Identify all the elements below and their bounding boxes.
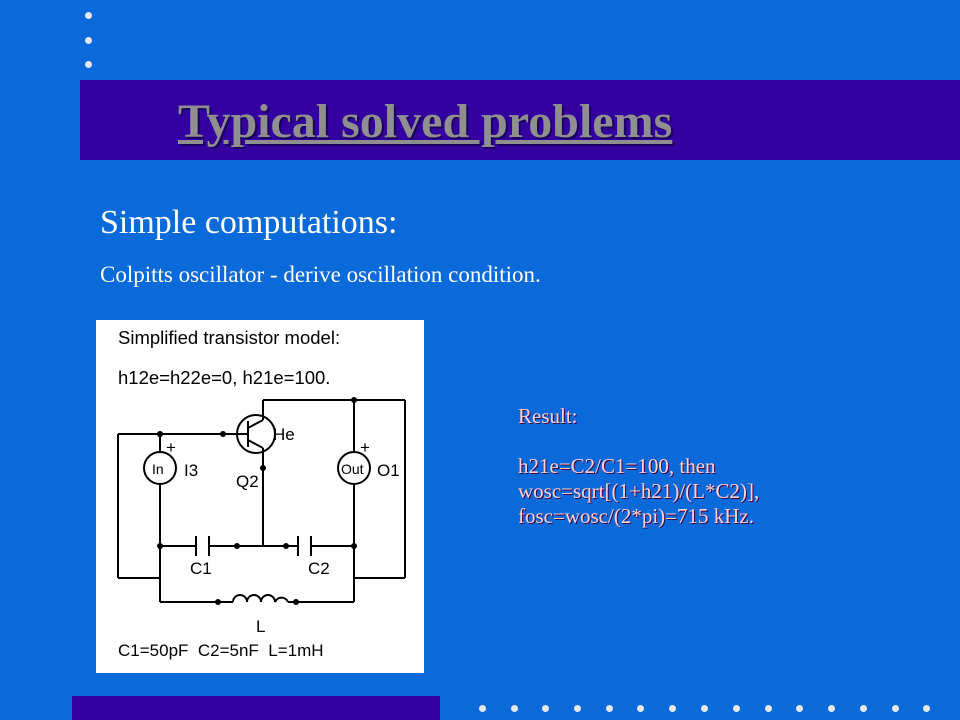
decorative-dot <box>923 705 930 712</box>
capacitor-c1-symbol <box>196 536 209 556</box>
decorative-dot <box>765 705 772 712</box>
circuit-wires <box>118 400 405 602</box>
decorative-dot <box>860 705 867 712</box>
decorative-dot <box>733 705 740 712</box>
decorative-dot <box>542 705 549 712</box>
slide-subtitle: Simple computations: <box>100 204 398 241</box>
result-line: wosc=sqrt[(1+h21)/(L*C2)], <box>518 479 760 503</box>
decorative-dot <box>85 37 92 44</box>
circuit-params: h12e=h22e=0, h21e=100. <box>118 367 331 388</box>
output-plus-sign: + <box>360 438 370 457</box>
decorative-dot <box>828 705 835 712</box>
inductor-symbol <box>233 595 288 602</box>
result-line: fosc=wosc/(2*pi)=715 kHz. <box>518 504 754 528</box>
bottom-band <box>72 696 440 720</box>
decorative-dot <box>796 705 803 712</box>
decorative-dot <box>701 705 708 712</box>
inductor-label: L <box>256 617 266 636</box>
colpitts-schematic <box>96 320 424 673</box>
decorative-dot <box>637 705 644 712</box>
result-line: h21e=C2/C1=100, then <box>518 454 716 478</box>
capacitor-c2-symbol <box>298 536 311 556</box>
decorative-dot <box>511 705 518 712</box>
output-source-label: Out <box>341 461 364 477</box>
decorative-dot <box>85 61 92 68</box>
decorative-dot <box>479 705 486 712</box>
q2-label: Q2 <box>236 472 259 491</box>
c1-label: C1 <box>190 559 212 578</box>
component-values: C1=50pF C2=5nF L=1mH <box>118 641 324 660</box>
decorative-dot <box>574 705 581 712</box>
circuit-heading: Simplified transistor model: <box>118 327 341 348</box>
o1-label: O1 <box>377 461 400 480</box>
result-heading: Result: <box>518 404 578 428</box>
circuit-diagram <box>96 320 424 673</box>
he-label: He <box>273 425 295 444</box>
slide-title: Typical solved problems <box>178 95 673 148</box>
decorative-dot <box>669 705 676 712</box>
input-source-label: In <box>152 461 164 477</box>
decorative-dot <box>892 705 899 712</box>
result-block <box>518 404 759 529</box>
decorative-dot <box>85 12 92 19</box>
result-blank-line <box>518 429 759 454</box>
i3-label: I3 <box>184 461 199 480</box>
decorative-dot <box>606 705 613 712</box>
slide-description: Colpitts oscillator - derive oscillation condition. <box>100 262 541 287</box>
c2-label: C2 <box>308 559 330 578</box>
input-plus-sign: + <box>166 438 176 457</box>
transistor-symbol <box>237 415 275 453</box>
